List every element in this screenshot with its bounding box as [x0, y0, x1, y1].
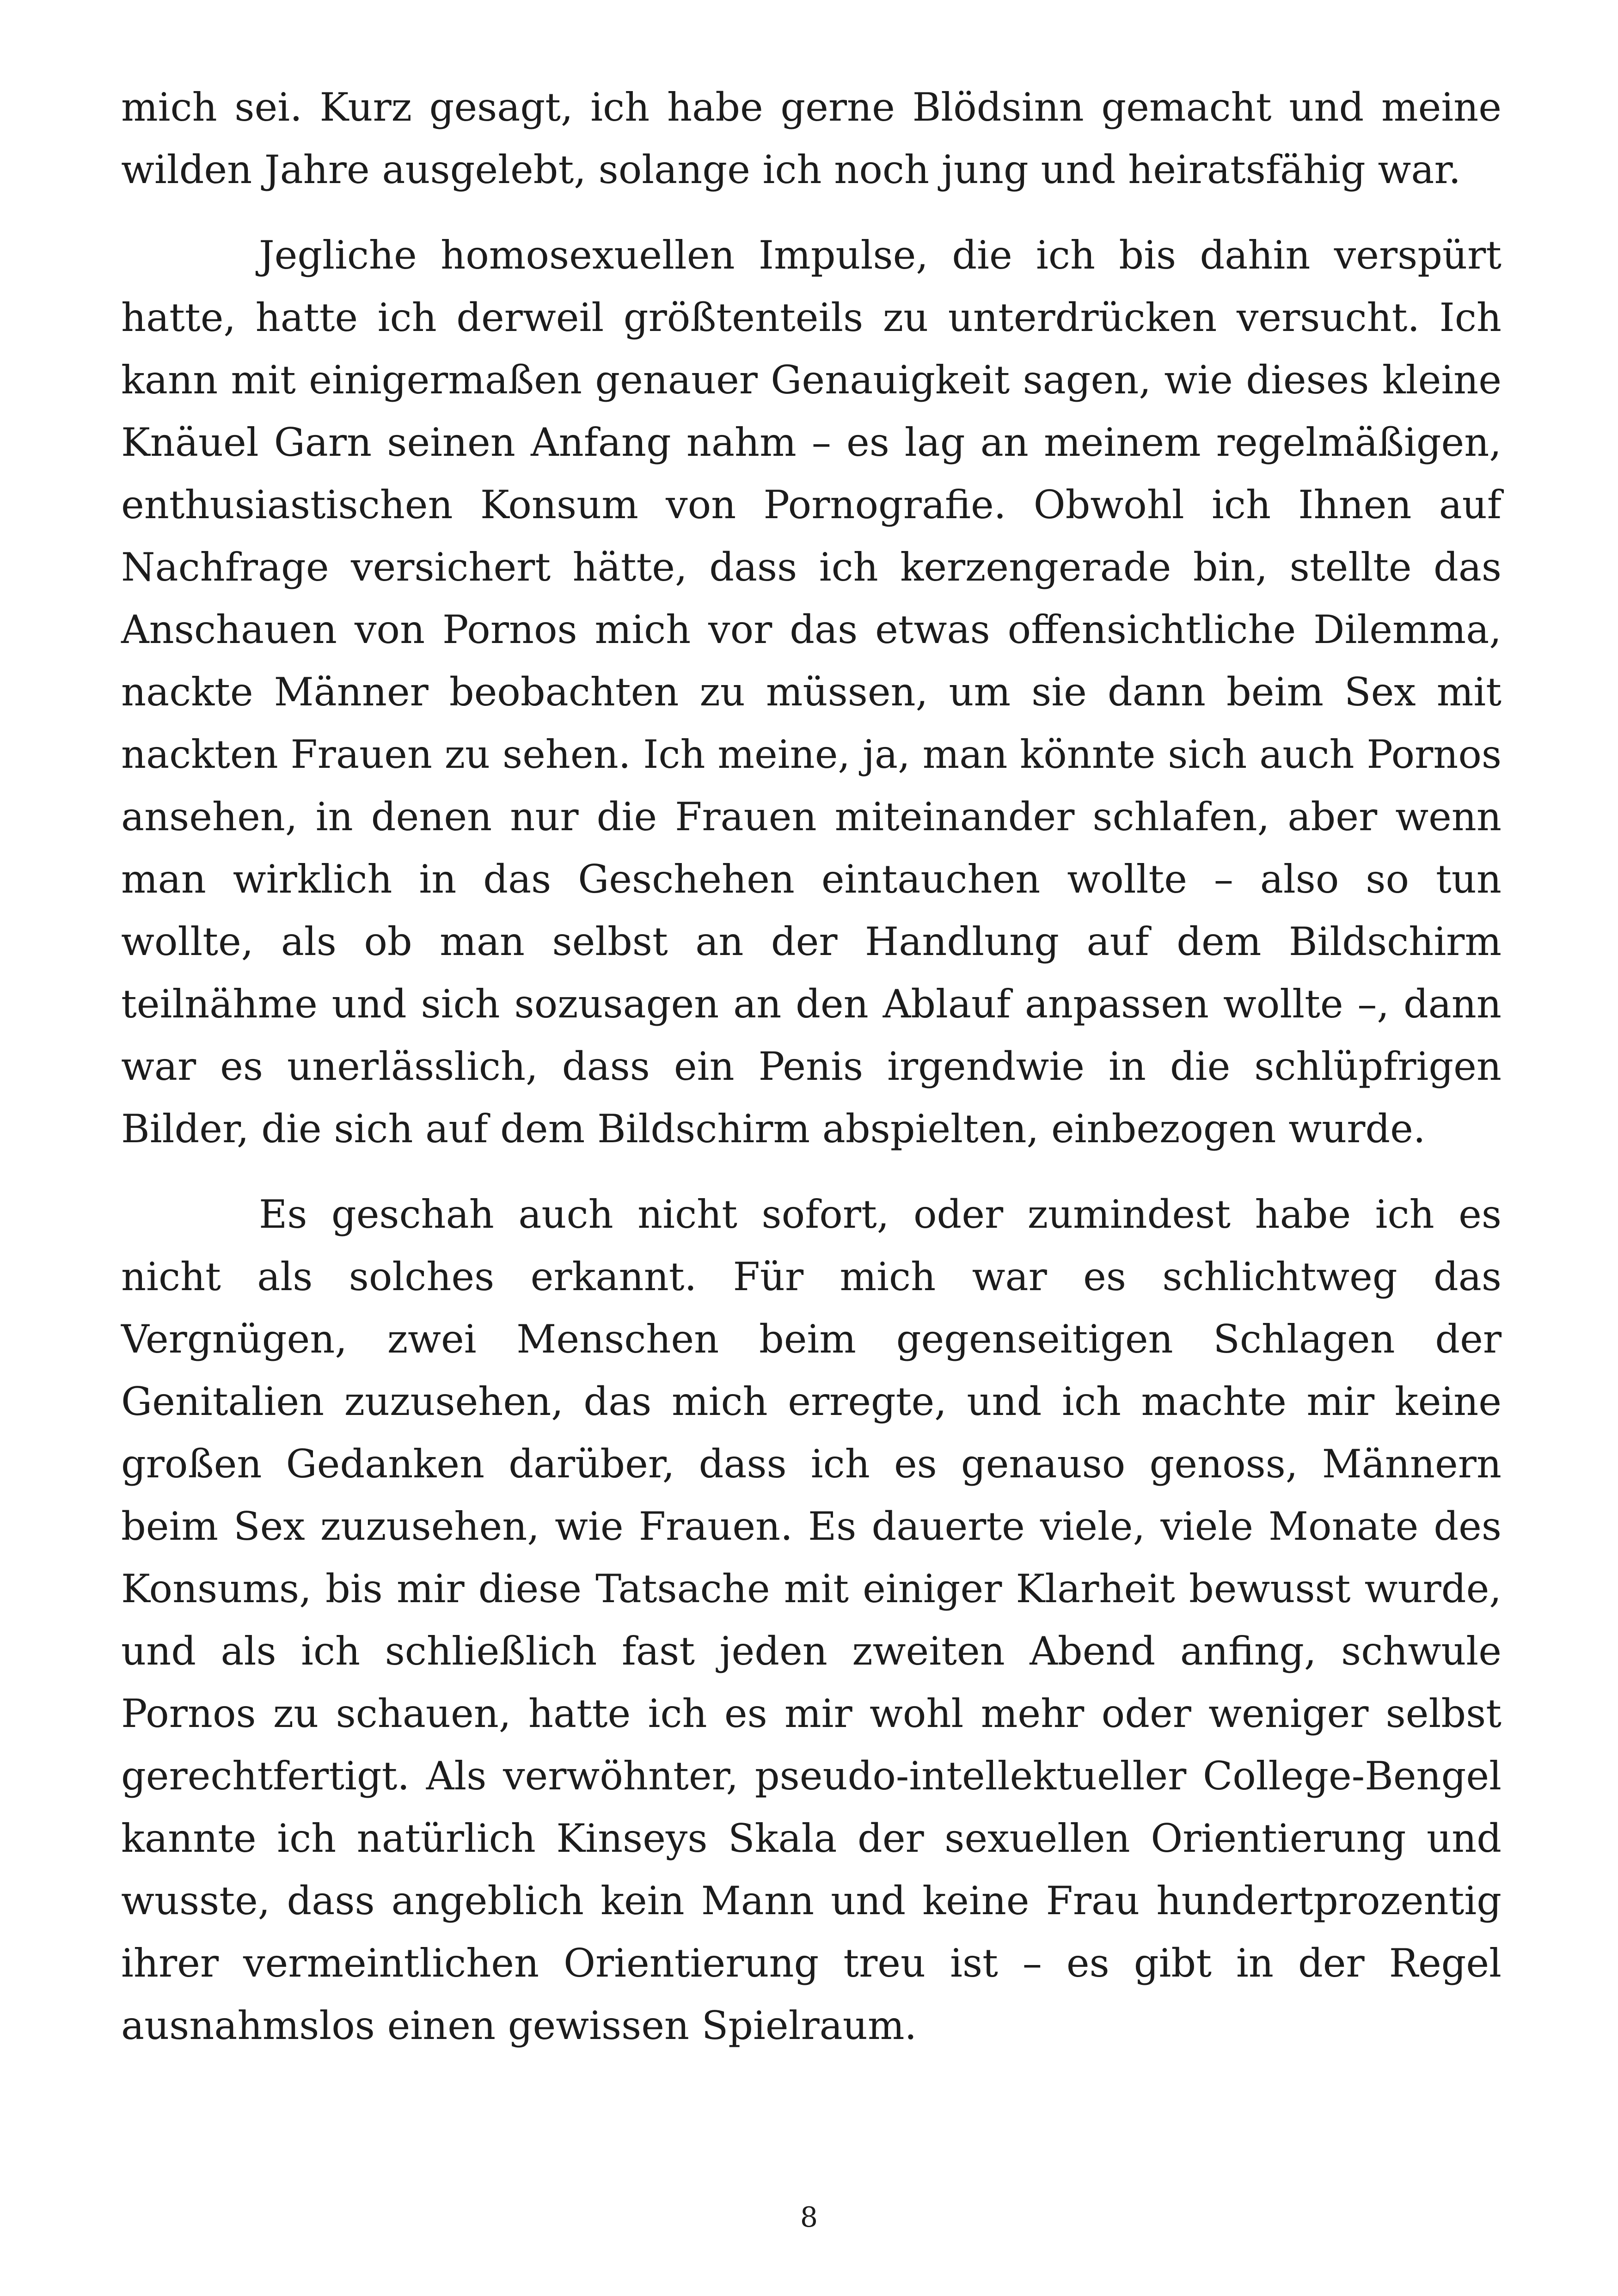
body-text: [121, 76, 1502, 2057]
paragraph: Es geschah auch nicht sofort, oder zumindest habe ich es nicht als solches erkannt. Für mich war es schlichtweg das Vergnügen, zwei Menschen beim gegenseitigen Schlagen der Genitalien zuzusehen, das mich erregte, und ich machte mir keine großen Gedanken darüber, dass ich es genauso genoss, Männern beim Sex zuzusehen, wie Frauen. Es dauerte viele, viele Monate des Konsums, bis mir diese Tatsache mit einiger Klarheit bewusst wurde, und als ich schließlich fast jeden zweiten Abend anfing, schwule Pornos zu schauen, hatte ich es mir wohl mehr oder weniger selbst gerechtfertigt. Als verwöhnter, pseudo-intellektueller College-Bengel kannte ich natürlich Kinseys Skala der sexuellen Orientierung und wusste, dass angeblich kein Mann und keine Frau hundertprozentig ihrer vermeintlichen Orientierung treu ist – es gibt in der Regel ausnahmslos einen gewissen Spielraum.: [121, 1192, 1502, 2048]
paragraph-continuation: mich sei. Kurz gesagt, ich habe gerne Blödsinn gemacht und meine wilden Jahre ausgelebt, solange ich noch jung und heiratsfähig war.: [121, 85, 1502, 192]
page-number: 8: [800, 2201, 818, 2234]
paragraph: Jegliche homosexuellen Impulse, die ich bis dahin verspürt hatte, hatte ich derweil größtenteils zu unterdrücken versucht. Ich kann mit einigermaßen genauer Genauigkeit sagen, wie dieses kleine Knäuel Garn seinen Anfang nahm – es lag an meinem regelmäßigen, enthusiastischen Konsum von Pornografie. Obwohl ich Ihnen auf Nachfrage versichert hätte, dass ich kerzengerade bin, stellte das Anschauen von Pornos mich vor das etwas offensichtliche Dilemma, nackte Männer beobachten zu müssen, um sie dann beim Sex mit nackten Frauen zu sehen. Ich meine, ja, man könnte sich auch Pornos ansehen, in denen nur die Frauen miteinander schlafen, aber wenn man wirklich in das Geschehen eintauchen wollte – also so tun wollte, als ob man selbst an der Handlung auf dem Bildschirm teilnähme und sich sozusagen an den Ablauf anpassen wollte –, dann war es unerlässlich, dass ein Penis irgendwie in die schlüpfrigen Bilder, die sich auf dem Bildschirm abspielten, einbezogen wurde.: [121, 233, 1502, 1151]
